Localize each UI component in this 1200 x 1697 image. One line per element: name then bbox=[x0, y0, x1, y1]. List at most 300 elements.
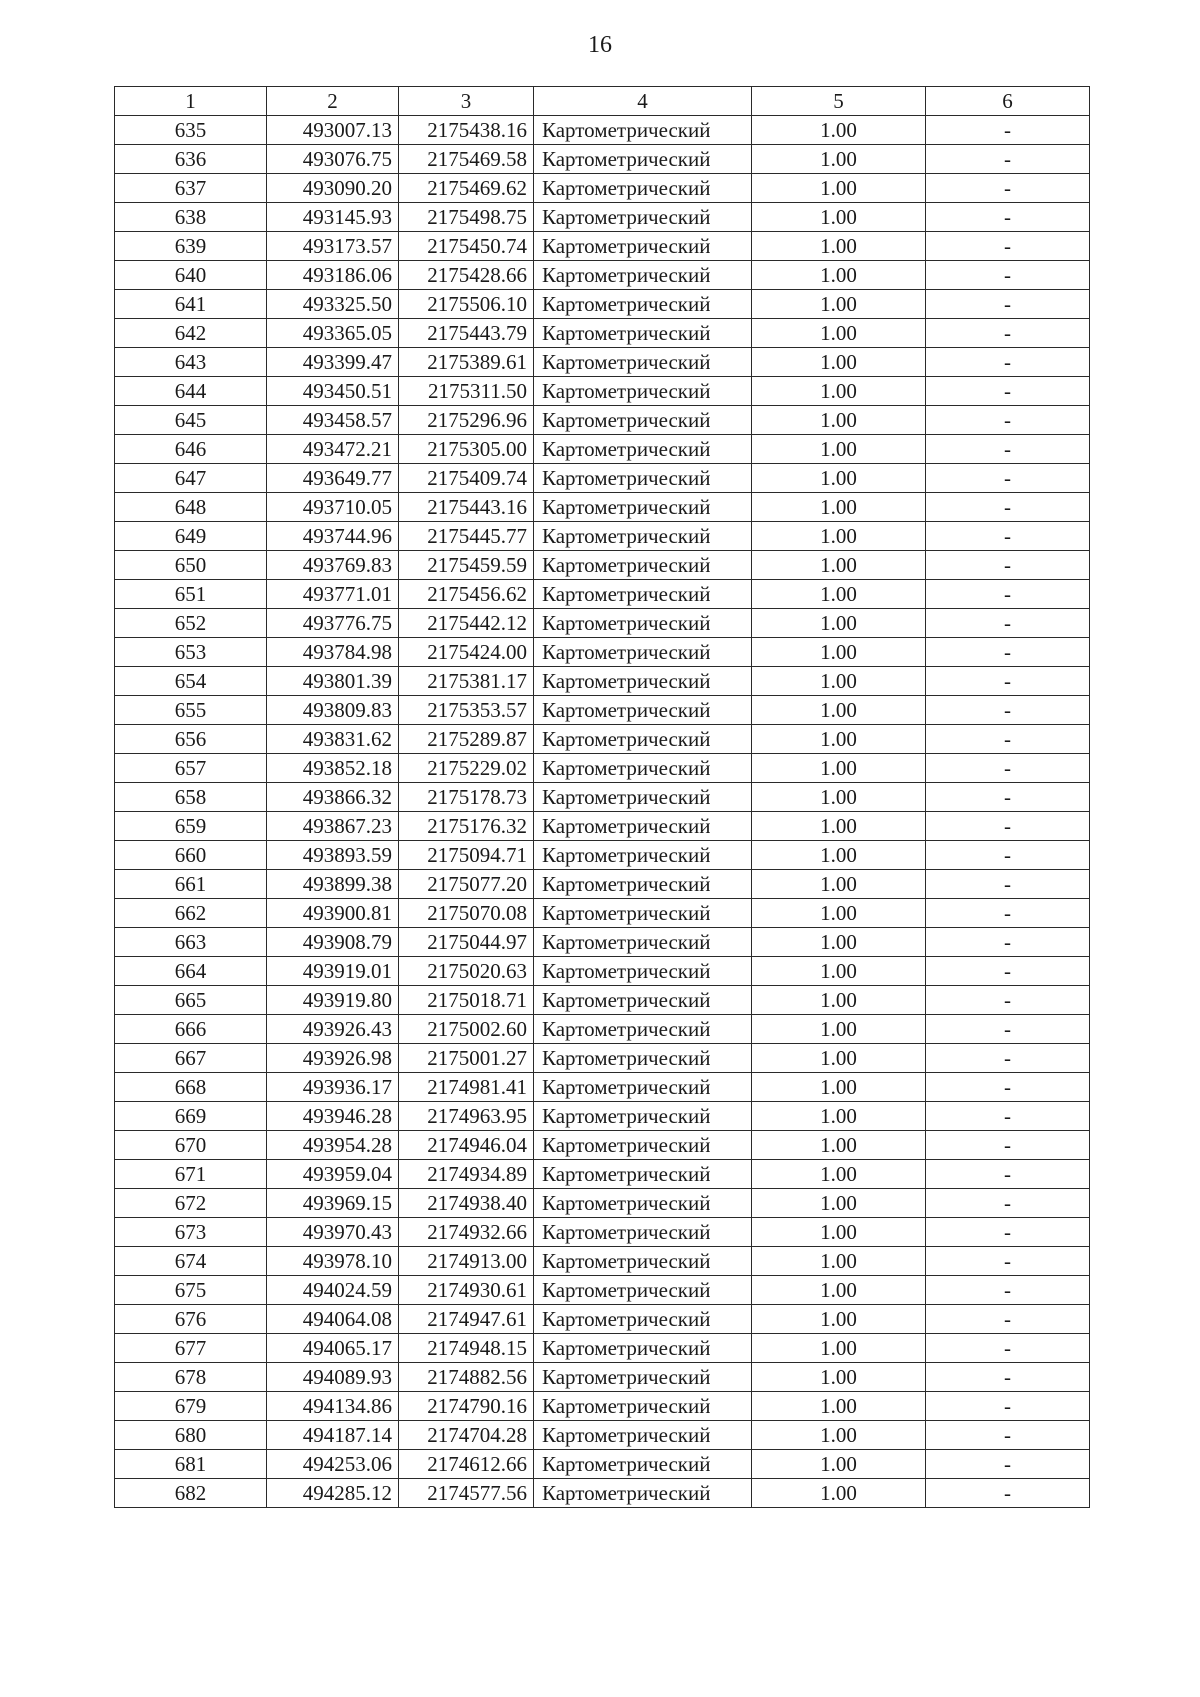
point-number-cell: 637 bbox=[115, 174, 267, 203]
table-row bbox=[115, 1421, 1090, 1450]
x-coordinate-cell: 493450.51 bbox=[267, 377, 399, 406]
y-coordinate-cell: 2175176.32 bbox=[399, 812, 534, 841]
y-coordinate-cell: 2175456.62 bbox=[399, 580, 534, 609]
description-cell: - bbox=[926, 812, 1090, 841]
method-cell: Картометрический bbox=[534, 1479, 752, 1508]
accuracy-cell: 1.00 bbox=[752, 464, 926, 493]
point-number-cell: 681 bbox=[115, 1450, 267, 1479]
table-row bbox=[115, 1015, 1090, 1044]
point-number-cell: 643 bbox=[115, 348, 267, 377]
point-number-cell: 668 bbox=[115, 1073, 267, 1102]
point-number-cell: 671 bbox=[115, 1160, 267, 1189]
table-body bbox=[115, 87, 1090, 1508]
method-cell: Картометрический bbox=[534, 870, 752, 899]
table-row bbox=[115, 1276, 1090, 1305]
point-number-cell: 669 bbox=[115, 1102, 267, 1131]
accuracy-cell: 1.00 bbox=[752, 986, 926, 1015]
method-cell: Картометрический bbox=[534, 957, 752, 986]
point-number-cell: 654 bbox=[115, 667, 267, 696]
x-coordinate-cell: 493186.06 bbox=[267, 261, 399, 290]
y-coordinate-cell: 2174981.41 bbox=[399, 1073, 534, 1102]
accuracy-cell: 1.00 bbox=[752, 551, 926, 580]
method-cell: Картометрический bbox=[534, 1392, 752, 1421]
description-cell: - bbox=[926, 377, 1090, 406]
x-coordinate-cell: 493899.38 bbox=[267, 870, 399, 899]
table-row bbox=[115, 203, 1090, 232]
method-cell: Картометрический bbox=[534, 464, 752, 493]
method-cell: Картометрический bbox=[534, 261, 752, 290]
point-number-cell: 641 bbox=[115, 290, 267, 319]
table-row bbox=[115, 1073, 1090, 1102]
description-cell: - bbox=[926, 1102, 1090, 1131]
description-cell: - bbox=[926, 290, 1090, 319]
accuracy-cell: 1.00 bbox=[752, 232, 926, 261]
method-cell: Картометрический bbox=[534, 1247, 752, 1276]
point-number-cell: 670 bbox=[115, 1131, 267, 1160]
y-coordinate-cell: 2175289.87 bbox=[399, 725, 534, 754]
accuracy-cell: 1.00 bbox=[752, 435, 926, 464]
description-cell: - bbox=[926, 609, 1090, 638]
accuracy-cell: 1.00 bbox=[752, 116, 926, 145]
table-row bbox=[115, 261, 1090, 290]
method-cell: Картометрический bbox=[534, 1044, 752, 1073]
table-row bbox=[115, 1450, 1090, 1479]
point-number-cell: 675 bbox=[115, 1276, 267, 1305]
point-number-cell: 646 bbox=[115, 435, 267, 464]
description-cell: - bbox=[926, 145, 1090, 174]
accuracy-cell: 1.00 bbox=[752, 899, 926, 928]
accuracy-cell: 1.00 bbox=[752, 1305, 926, 1334]
point-number-cell: 664 bbox=[115, 957, 267, 986]
x-coordinate-cell: 494024.59 bbox=[267, 1276, 399, 1305]
description-cell: - bbox=[926, 435, 1090, 464]
accuracy-cell: 1.00 bbox=[752, 1189, 926, 1218]
accuracy-cell: 1.00 bbox=[752, 1102, 926, 1131]
description-cell: - bbox=[926, 957, 1090, 986]
method-cell: Картометрический bbox=[534, 986, 752, 1015]
table-row bbox=[115, 551, 1090, 580]
method-cell: Картометрический bbox=[534, 696, 752, 725]
table-row bbox=[115, 348, 1090, 377]
y-coordinate-cell: 2175311.50 bbox=[399, 377, 534, 406]
x-coordinate-cell: 493959.04 bbox=[267, 1160, 399, 1189]
table-row bbox=[115, 754, 1090, 783]
y-coordinate-cell: 2175443.16 bbox=[399, 493, 534, 522]
method-cell: Картометрический bbox=[534, 1334, 752, 1363]
y-coordinate-cell: 2175002.60 bbox=[399, 1015, 534, 1044]
x-coordinate-cell: 493970.43 bbox=[267, 1218, 399, 1247]
description-cell: - bbox=[926, 1479, 1090, 1508]
method-cell: Картометрический bbox=[534, 232, 752, 261]
y-coordinate-cell: 2174790.16 bbox=[399, 1392, 534, 1421]
description-cell: - bbox=[926, 116, 1090, 145]
method-cell: Картометрический bbox=[534, 116, 752, 145]
x-coordinate-cell: 494285.12 bbox=[267, 1479, 399, 1508]
description-cell: - bbox=[926, 1276, 1090, 1305]
x-coordinate-cell: 493145.93 bbox=[267, 203, 399, 232]
y-coordinate-cell: 2175381.17 bbox=[399, 667, 534, 696]
point-number-cell: 667 bbox=[115, 1044, 267, 1073]
accuracy-cell: 1.00 bbox=[752, 696, 926, 725]
description-cell: - bbox=[926, 1160, 1090, 1189]
y-coordinate-cell: 2175001.27 bbox=[399, 1044, 534, 1073]
x-coordinate-cell: 493969.15 bbox=[267, 1189, 399, 1218]
accuracy-cell: 1.00 bbox=[752, 377, 926, 406]
description-cell: - bbox=[926, 1450, 1090, 1479]
y-coordinate-cell: 2174930.61 bbox=[399, 1276, 534, 1305]
x-coordinate-cell: 493936.17 bbox=[267, 1073, 399, 1102]
accuracy-cell: 1.00 bbox=[752, 957, 926, 986]
point-number-cell: 648 bbox=[115, 493, 267, 522]
point-number-cell: 651 bbox=[115, 580, 267, 609]
y-coordinate-cell: 2175445.77 bbox=[399, 522, 534, 551]
column-header: 1 bbox=[115, 87, 267, 116]
description-cell: - bbox=[926, 899, 1090, 928]
method-cell: Картометрический bbox=[534, 609, 752, 638]
accuracy-cell: 1.00 bbox=[752, 754, 926, 783]
column-header: 5 bbox=[752, 87, 926, 116]
description-cell: - bbox=[926, 638, 1090, 667]
coordinates-table bbox=[114, 86, 1090, 1508]
y-coordinate-cell: 2175353.57 bbox=[399, 696, 534, 725]
accuracy-cell: 1.00 bbox=[752, 261, 926, 290]
accuracy-cell: 1.00 bbox=[752, 638, 926, 667]
accuracy-cell: 1.00 bbox=[752, 783, 926, 812]
y-coordinate-cell: 2175389.61 bbox=[399, 348, 534, 377]
y-coordinate-cell: 2175077.20 bbox=[399, 870, 534, 899]
accuracy-cell: 1.00 bbox=[752, 174, 926, 203]
point-number-cell: 645 bbox=[115, 406, 267, 435]
accuracy-cell: 1.00 bbox=[752, 928, 926, 957]
accuracy-cell: 1.00 bbox=[752, 493, 926, 522]
point-number-cell: 647 bbox=[115, 464, 267, 493]
table-row bbox=[115, 145, 1090, 174]
x-coordinate-cell: 493173.57 bbox=[267, 232, 399, 261]
y-coordinate-cell: 2175070.08 bbox=[399, 899, 534, 928]
table-row bbox=[115, 1392, 1090, 1421]
column-header: 4 bbox=[534, 87, 752, 116]
description-cell: - bbox=[926, 725, 1090, 754]
y-coordinate-cell: 2174612.66 bbox=[399, 1450, 534, 1479]
method-cell: Картометрический bbox=[534, 841, 752, 870]
point-number-cell: 636 bbox=[115, 145, 267, 174]
y-coordinate-cell: 2174938.40 bbox=[399, 1189, 534, 1218]
table-row bbox=[115, 870, 1090, 899]
method-cell: Картометрический bbox=[534, 725, 752, 754]
description-cell: - bbox=[926, 580, 1090, 609]
description-cell: - bbox=[926, 261, 1090, 290]
y-coordinate-cell: 2174704.28 bbox=[399, 1421, 534, 1450]
point-number-cell: 663 bbox=[115, 928, 267, 957]
table-row bbox=[115, 1334, 1090, 1363]
point-number-cell: 677 bbox=[115, 1334, 267, 1363]
x-coordinate-cell: 493007.13 bbox=[267, 116, 399, 145]
y-coordinate-cell: 2174577.56 bbox=[399, 1479, 534, 1508]
accuracy-cell: 1.00 bbox=[752, 841, 926, 870]
table-row bbox=[115, 1131, 1090, 1160]
accuracy-cell: 1.00 bbox=[752, 609, 926, 638]
x-coordinate-cell: 493649.77 bbox=[267, 464, 399, 493]
accuracy-cell: 1.00 bbox=[752, 1218, 926, 1247]
description-cell: - bbox=[926, 1044, 1090, 1073]
point-number-cell: 682 bbox=[115, 1479, 267, 1508]
point-number-cell: 661 bbox=[115, 870, 267, 899]
table-row bbox=[115, 290, 1090, 319]
point-number-cell: 676 bbox=[115, 1305, 267, 1334]
table-row bbox=[115, 812, 1090, 841]
y-coordinate-cell: 2174948.15 bbox=[399, 1334, 534, 1363]
x-coordinate-cell: 493472.21 bbox=[267, 435, 399, 464]
description-cell: - bbox=[926, 841, 1090, 870]
accuracy-cell: 1.00 bbox=[752, 1131, 926, 1160]
table-row bbox=[115, 522, 1090, 551]
y-coordinate-cell: 2175469.58 bbox=[399, 145, 534, 174]
x-coordinate-cell: 493954.28 bbox=[267, 1131, 399, 1160]
accuracy-cell: 1.00 bbox=[752, 580, 926, 609]
table-row bbox=[115, 696, 1090, 725]
point-number-cell: 673 bbox=[115, 1218, 267, 1247]
accuracy-cell: 1.00 bbox=[752, 203, 926, 232]
description-cell: - bbox=[926, 754, 1090, 783]
method-cell: Картометрический bbox=[534, 783, 752, 812]
table-row bbox=[115, 1044, 1090, 1073]
description-cell: - bbox=[926, 1247, 1090, 1276]
y-coordinate-cell: 2175044.97 bbox=[399, 928, 534, 957]
accuracy-cell: 1.00 bbox=[752, 1450, 926, 1479]
table-row bbox=[115, 957, 1090, 986]
point-number-cell: 657 bbox=[115, 754, 267, 783]
method-cell: Картометрический bbox=[534, 1450, 752, 1479]
table-row bbox=[115, 1102, 1090, 1131]
table-row bbox=[115, 841, 1090, 870]
accuracy-cell: 1.00 bbox=[752, 1334, 926, 1363]
y-coordinate-cell: 2175178.73 bbox=[399, 783, 534, 812]
y-coordinate-cell: 2174913.00 bbox=[399, 1247, 534, 1276]
point-number-cell: 644 bbox=[115, 377, 267, 406]
method-cell: Картометрический bbox=[534, 203, 752, 232]
accuracy-cell: 1.00 bbox=[752, 1247, 926, 1276]
description-cell: - bbox=[926, 1363, 1090, 1392]
x-coordinate-cell: 493710.05 bbox=[267, 493, 399, 522]
point-number-cell: 656 bbox=[115, 725, 267, 754]
point-number-cell: 650 bbox=[115, 551, 267, 580]
column-header: 6 bbox=[926, 87, 1090, 116]
point-number-cell: 662 bbox=[115, 899, 267, 928]
table-row bbox=[115, 986, 1090, 1015]
table-row bbox=[115, 319, 1090, 348]
table-row bbox=[115, 580, 1090, 609]
accuracy-cell: 1.00 bbox=[752, 1015, 926, 1044]
y-coordinate-cell: 2175424.00 bbox=[399, 638, 534, 667]
y-coordinate-cell: 2175450.74 bbox=[399, 232, 534, 261]
method-cell: Картометрический bbox=[534, 1015, 752, 1044]
x-coordinate-cell: 494064.08 bbox=[267, 1305, 399, 1334]
method-cell: Картометрический bbox=[534, 754, 752, 783]
y-coordinate-cell: 2175409.74 bbox=[399, 464, 534, 493]
accuracy-cell: 1.00 bbox=[752, 145, 926, 174]
y-coordinate-cell: 2175428.66 bbox=[399, 261, 534, 290]
x-coordinate-cell: 493458.57 bbox=[267, 406, 399, 435]
method-cell: Картометрический bbox=[534, 145, 752, 174]
method-cell: Картометрический bbox=[534, 435, 752, 464]
description-cell: - bbox=[926, 986, 1090, 1015]
y-coordinate-cell: 2174963.95 bbox=[399, 1102, 534, 1131]
y-coordinate-cell: 2175469.62 bbox=[399, 174, 534, 203]
column-header: 2 bbox=[267, 87, 399, 116]
table-row bbox=[115, 493, 1090, 522]
method-cell: Картометрический bbox=[534, 406, 752, 435]
x-coordinate-cell: 493926.98 bbox=[267, 1044, 399, 1073]
point-number-cell: 666 bbox=[115, 1015, 267, 1044]
method-cell: Картометрический bbox=[534, 348, 752, 377]
description-cell: - bbox=[926, 493, 1090, 522]
method-cell: Картометрический bbox=[534, 290, 752, 319]
description-cell: - bbox=[926, 203, 1090, 232]
y-coordinate-cell: 2175442.12 bbox=[399, 609, 534, 638]
point-number-cell: 642 bbox=[115, 319, 267, 348]
x-coordinate-cell: 493776.75 bbox=[267, 609, 399, 638]
accuracy-cell: 1.00 bbox=[752, 1479, 926, 1508]
x-coordinate-cell: 493919.01 bbox=[267, 957, 399, 986]
accuracy-cell: 1.00 bbox=[752, 1276, 926, 1305]
x-coordinate-cell: 493809.83 bbox=[267, 696, 399, 725]
description-cell: - bbox=[926, 174, 1090, 203]
method-cell: Картометрический bbox=[534, 1189, 752, 1218]
table-row bbox=[115, 609, 1090, 638]
table-row bbox=[115, 899, 1090, 928]
accuracy-cell: 1.00 bbox=[752, 348, 926, 377]
method-cell: Картометрический bbox=[534, 1305, 752, 1334]
accuracy-cell: 1.00 bbox=[752, 406, 926, 435]
x-coordinate-cell: 493852.18 bbox=[267, 754, 399, 783]
table-row bbox=[115, 1247, 1090, 1276]
method-cell: Картометрический bbox=[534, 1073, 752, 1102]
table-row bbox=[115, 174, 1090, 203]
y-coordinate-cell: 2175305.00 bbox=[399, 435, 534, 464]
y-coordinate-cell: 2174882.56 bbox=[399, 1363, 534, 1392]
point-number-cell: 680 bbox=[115, 1421, 267, 1450]
point-number-cell: 658 bbox=[115, 783, 267, 812]
point-number-cell: 665 bbox=[115, 986, 267, 1015]
y-coordinate-cell: 2175229.02 bbox=[399, 754, 534, 783]
method-cell: Картометрический bbox=[534, 1102, 752, 1131]
x-coordinate-cell: 493831.62 bbox=[267, 725, 399, 754]
description-cell: - bbox=[926, 464, 1090, 493]
method-cell: Картометрический bbox=[534, 638, 752, 667]
point-number-cell: 653 bbox=[115, 638, 267, 667]
x-coordinate-cell: 493946.28 bbox=[267, 1102, 399, 1131]
x-coordinate-cell: 494187.14 bbox=[267, 1421, 399, 1450]
description-cell: - bbox=[926, 1334, 1090, 1363]
accuracy-cell: 1.00 bbox=[752, 1044, 926, 1073]
description-cell: - bbox=[926, 348, 1090, 377]
x-coordinate-cell: 493978.10 bbox=[267, 1247, 399, 1276]
point-number-cell: 638 bbox=[115, 203, 267, 232]
x-coordinate-cell: 493090.20 bbox=[267, 174, 399, 203]
table-row bbox=[115, 1305, 1090, 1334]
y-coordinate-cell: 2175438.16 bbox=[399, 116, 534, 145]
method-cell: Картометрический bbox=[534, 1363, 752, 1392]
x-coordinate-cell: 493867.23 bbox=[267, 812, 399, 841]
x-coordinate-cell: 493744.96 bbox=[267, 522, 399, 551]
y-coordinate-cell: 2175018.71 bbox=[399, 986, 534, 1015]
description-cell: - bbox=[926, 696, 1090, 725]
accuracy-cell: 1.00 bbox=[752, 522, 926, 551]
table-row bbox=[115, 667, 1090, 696]
y-coordinate-cell: 2174946.04 bbox=[399, 1131, 534, 1160]
table-row bbox=[115, 1363, 1090, 1392]
accuracy-cell: 1.00 bbox=[752, 1421, 926, 1450]
table-row bbox=[115, 116, 1090, 145]
point-number-cell: 672 bbox=[115, 1189, 267, 1218]
description-cell: - bbox=[926, 1131, 1090, 1160]
description-cell: - bbox=[926, 1421, 1090, 1450]
x-coordinate-cell: 494134.86 bbox=[267, 1392, 399, 1421]
method-cell: Картометрический bbox=[534, 667, 752, 696]
x-coordinate-cell: 493866.32 bbox=[267, 783, 399, 812]
y-coordinate-cell: 2175443.79 bbox=[399, 319, 534, 348]
point-number-cell: 660 bbox=[115, 841, 267, 870]
x-coordinate-cell: 493769.83 bbox=[267, 551, 399, 580]
method-cell: Картометрический bbox=[534, 493, 752, 522]
accuracy-cell: 1.00 bbox=[752, 870, 926, 899]
table-header-row bbox=[115, 87, 1090, 116]
description-cell: - bbox=[926, 406, 1090, 435]
x-coordinate-cell: 493919.80 bbox=[267, 986, 399, 1015]
method-cell: Картометрический bbox=[534, 377, 752, 406]
description-cell: - bbox=[926, 1218, 1090, 1247]
method-cell: Картометрический bbox=[534, 319, 752, 348]
point-number-cell: 679 bbox=[115, 1392, 267, 1421]
method-cell: Картометрический bbox=[534, 928, 752, 957]
y-coordinate-cell: 2175498.75 bbox=[399, 203, 534, 232]
table-row bbox=[115, 464, 1090, 493]
accuracy-cell: 1.00 bbox=[752, 667, 926, 696]
y-coordinate-cell: 2175094.71 bbox=[399, 841, 534, 870]
accuracy-cell: 1.00 bbox=[752, 1073, 926, 1102]
description-cell: - bbox=[926, 1392, 1090, 1421]
y-coordinate-cell: 2174932.66 bbox=[399, 1218, 534, 1247]
x-coordinate-cell: 493399.47 bbox=[267, 348, 399, 377]
table-row bbox=[115, 725, 1090, 754]
table-row bbox=[115, 783, 1090, 812]
description-cell: - bbox=[926, 783, 1090, 812]
method-cell: Картометрический bbox=[534, 1421, 752, 1450]
x-coordinate-cell: 493365.05 bbox=[267, 319, 399, 348]
description-cell: - bbox=[926, 1015, 1090, 1044]
method-cell: Картометрический bbox=[534, 1276, 752, 1305]
table-row bbox=[115, 406, 1090, 435]
point-number-cell: 640 bbox=[115, 261, 267, 290]
x-coordinate-cell: 494065.17 bbox=[267, 1334, 399, 1363]
x-coordinate-cell: 494089.93 bbox=[267, 1363, 399, 1392]
x-coordinate-cell: 493325.50 bbox=[267, 290, 399, 319]
table-row bbox=[115, 377, 1090, 406]
y-coordinate-cell: 2175506.10 bbox=[399, 290, 534, 319]
x-coordinate-cell: 493771.01 bbox=[267, 580, 399, 609]
x-coordinate-cell: 493908.79 bbox=[267, 928, 399, 957]
x-coordinate-cell: 493926.43 bbox=[267, 1015, 399, 1044]
method-cell: Картометрический bbox=[534, 174, 752, 203]
method-cell: Картометрический bbox=[534, 1131, 752, 1160]
point-number-cell: 639 bbox=[115, 232, 267, 261]
point-number-cell: 678 bbox=[115, 1363, 267, 1392]
description-cell: - bbox=[926, 1073, 1090, 1102]
method-cell: Картометрический bbox=[534, 812, 752, 841]
point-number-cell: 655 bbox=[115, 696, 267, 725]
page-number: 16 bbox=[588, 32, 612, 58]
description-cell: - bbox=[926, 1305, 1090, 1334]
